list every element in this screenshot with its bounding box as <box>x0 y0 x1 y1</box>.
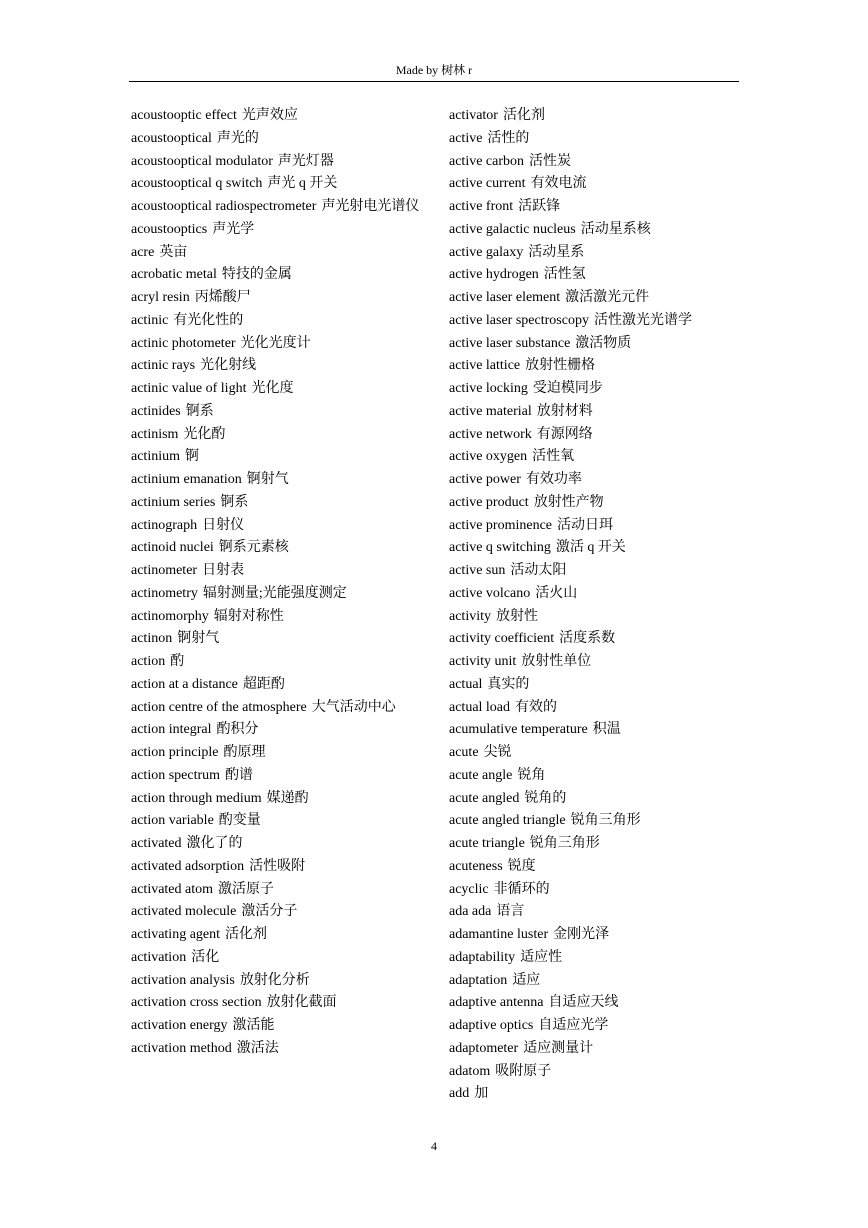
glossary-entry <box>131 537 421 560</box>
entry-translation: 媒递酌 <box>266 790 309 806</box>
entry-term: acute angle <box>449 767 513 783</box>
glossary-entry <box>449 970 739 993</box>
entry-translation: 激活分子 <box>241 904 298 920</box>
glossary-entry <box>131 173 421 196</box>
glossary-entry <box>131 515 421 538</box>
entry-translation: 酌原理 <box>223 745 266 760</box>
glossary-entry <box>131 947 421 970</box>
entry-term: acute triangle <box>449 836 525 851</box>
glossary-entry <box>131 742 421 765</box>
entry-term: adaptability <box>449 949 516 965</box>
entry-term: action principle <box>131 745 219 760</box>
glossary-entry <box>449 173 739 196</box>
entry-translation: 活动星系 <box>528 244 585 260</box>
entry-translation: 活度系数 <box>559 631 616 647</box>
entry-translation: 激活 q 开关 <box>555 540 626 556</box>
entry-term: adaptive antenna <box>449 995 544 1011</box>
glossary-entry <box>449 378 739 401</box>
entry-term: activation energy <box>131 1018 228 1033</box>
entry-term: acoustooptical modulator <box>131 153 273 169</box>
entry-translation: 活动星系核 <box>580 221 651 237</box>
glossary-entry <box>131 697 421 720</box>
page-header <box>129 62 739 82</box>
header-text: Made by 树林 r <box>395 63 473 77</box>
entry-term: actinomorphy <box>131 608 209 624</box>
entry-term: active prominence <box>449 517 553 533</box>
entry-translation: 大气活动中心 <box>311 699 396 715</box>
entry-translation: 活性氢 <box>543 267 586 283</box>
entry-term: actinism <box>131 426 179 442</box>
glossary-entry <box>131 446 421 469</box>
entry-term: active locking <box>449 381 528 396</box>
entry-term: actinon <box>131 631 173 647</box>
entry-translation: 活性氧 <box>532 449 575 465</box>
glossary-entry <box>449 196 739 219</box>
entry-term: activated atom <box>131 881 214 897</box>
entry-term: active hydrogen <box>449 267 539 283</box>
entry-term: action <box>131 654 166 669</box>
entry-term: action through medium <box>131 790 262 806</box>
glossary-entry <box>131 196 421 219</box>
entry-term: active power <box>449 472 521 487</box>
entry-term: action centre of the atmosphere <box>131 699 307 715</box>
glossary-entry <box>449 606 739 629</box>
entry-term: actinometry <box>131 585 198 601</box>
glossary-entry <box>131 219 421 242</box>
glossary-entry <box>449 742 739 765</box>
glossary-entry <box>131 810 421 833</box>
glossary-entry <box>131 674 421 697</box>
glossary-entry <box>449 788 739 811</box>
entry-term: actinoid nuclei <box>131 540 214 556</box>
glossary-entry <box>131 924 421 947</box>
glossary-entry <box>449 151 739 174</box>
entry-term: acoustooptic effect <box>131 108 237 123</box>
entry-translation: 酌变量 <box>218 813 261 829</box>
entry-term: adamantine luster <box>449 927 549 942</box>
entry-term: active laser element <box>449 290 561 305</box>
entry-translation: 非循环的 <box>493 881 550 897</box>
entry-translation: 特技的金属 <box>221 267 292 283</box>
entry-translation: 活性吸附 <box>249 858 306 874</box>
entry-term: active network <box>449 426 532 442</box>
entry-translation: 声光灯器 <box>277 153 334 169</box>
entry-term: action spectrum <box>131 767 221 783</box>
entry-translation: 锐度 <box>507 858 536 874</box>
entry-translation: 锐角三角形 <box>529 836 600 851</box>
entry-translation: 有源网络 <box>536 426 593 442</box>
entry-term: acrobatic metal <box>131 267 217 283</box>
glossary-entry <box>131 651 421 674</box>
glossary-entry <box>131 560 421 583</box>
entry-translation: 辐射对称性 <box>213 608 284 624</box>
entry-translation: 声光 q 开关 <box>267 176 338 192</box>
page-number-text: 4 <box>431 1139 437 1153</box>
glossary-entry <box>131 151 421 174</box>
glossary-entry <box>449 901 739 924</box>
entry-term: acute angled <box>449 790 520 806</box>
entry-translation: 活跃锋 <box>518 199 561 214</box>
glossary-entry <box>449 355 739 378</box>
entry-translation: 积温 <box>592 722 621 738</box>
glossary-entry <box>449 651 739 674</box>
glossary-entry <box>131 401 421 424</box>
glossary-entry <box>131 970 421 993</box>
entry-translation: 锐角的 <box>524 790 567 806</box>
entry-translation: 放射材料 <box>536 403 593 419</box>
entry-term: active current <box>449 176 526 192</box>
glossary-entry <box>449 469 739 492</box>
entry-term: acoustooptical q switch <box>131 176 263 192</box>
entry-term: active <box>449 130 483 146</box>
entry-translation: 真实的 <box>487 676 530 692</box>
entry-translation: 适应性 <box>520 949 563 965</box>
glossary-entry <box>449 515 739 538</box>
page-number <box>0 1139 868 1154</box>
entry-translation: 激化了的 <box>186 836 243 851</box>
glossary-entry <box>131 719 421 742</box>
glossary-entry <box>449 1083 739 1106</box>
glossary-entry <box>449 947 739 970</box>
entry-translation: 丙烯酸尸 <box>194 290 251 305</box>
entry-term: active carbon <box>449 153 525 169</box>
entry-translation: 日射表 <box>202 563 245 578</box>
glossary-entry <box>449 674 739 697</box>
entry-translation: 有效的 <box>515 699 558 715</box>
glossary-entry <box>449 401 739 424</box>
glossary-entry <box>449 287 739 310</box>
glossary-entry <box>131 583 421 606</box>
entry-term: activated adsorption <box>131 858 245 874</box>
entry-translation: 放射化截面 <box>266 995 337 1011</box>
entry-term: adatom <box>449 1063 491 1079</box>
entry-term: action integral <box>131 722 212 738</box>
glossary-entry <box>449 765 739 788</box>
glossary-entry <box>131 901 421 924</box>
entry-translation: 放射化分析 <box>239 972 310 988</box>
entry-translation: 锐角 <box>517 767 546 783</box>
glossary-entry <box>131 879 421 902</box>
entry-translation: 活化剂 <box>225 927 268 942</box>
entry-translation: 酌积分 <box>216 722 259 738</box>
glossary-column-left <box>131 105 421 1061</box>
glossary-entry <box>131 378 421 401</box>
entry-translation: 锐角三角形 <box>570 813 641 829</box>
entry-translation: 光化度 <box>251 381 294 396</box>
entry-translation: 锕系 <box>220 494 249 510</box>
entry-translation: 活动日珥 <box>557 517 614 533</box>
entry-term: actual <box>449 676 483 692</box>
entry-translation: 辐射测量;光能强度测定 <box>202 585 347 601</box>
glossary-entry <box>449 242 739 265</box>
glossary-entry <box>131 606 421 629</box>
entry-term: active front <box>449 199 514 214</box>
entry-translation: 酌 <box>170 654 185 669</box>
glossary-entry <box>449 492 739 515</box>
entry-translation: 锕射气 <box>177 631 220 647</box>
glossary-entry <box>449 810 739 833</box>
entry-term: activity coefficient <box>449 631 555 647</box>
entry-translation: 放射性产物 <box>533 494 604 510</box>
entry-term: active q switching <box>449 540 551 556</box>
entry-translation: 适应测量计 <box>523 1040 594 1056</box>
entry-translation: 光声效应 <box>241 108 298 123</box>
glossary-entry <box>131 333 421 356</box>
entry-term: actinic value of light <box>131 381 247 396</box>
entry-term: adaptive optics <box>449 1018 534 1033</box>
entry-term: active galaxy <box>449 244 524 260</box>
glossary-entry <box>131 287 421 310</box>
glossary-entry <box>131 310 421 333</box>
entry-term: acoustooptical <box>131 130 212 146</box>
entry-term: activation cross section <box>131 995 262 1011</box>
glossary-entry <box>131 992 421 1015</box>
entry-term: acre <box>131 244 155 260</box>
entry-term: acute angled triangle <box>449 813 566 829</box>
glossary-entry <box>449 446 739 469</box>
entry-term: actinic photometer <box>131 335 236 351</box>
glossary-entry <box>449 924 739 947</box>
entry-translation: 活化 <box>191 949 220 965</box>
glossary-entry <box>131 492 421 515</box>
entry-translation: 光化光度计 <box>240 335 311 351</box>
glossary-entry <box>449 128 739 151</box>
entry-term: activated <box>131 836 182 851</box>
entry-translation: 锕系 <box>185 403 214 419</box>
entry-translation: 锕系元素核 <box>218 540 289 556</box>
glossary-entry <box>449 1038 739 1061</box>
glossary-entry <box>131 833 421 856</box>
entry-term: actinium series <box>131 494 216 510</box>
entry-translation: 自适应天线 <box>548 995 619 1011</box>
glossary-entry <box>449 310 739 333</box>
entry-translation: 活动太阳 <box>510 563 567 578</box>
glossary-entry <box>131 788 421 811</box>
entry-term: active galactic nucleus <box>449 221 576 237</box>
entry-term: activity unit <box>449 654 517 669</box>
entry-term: adaptometer <box>449 1040 519 1056</box>
entry-translation: 活性炭 <box>529 153 572 169</box>
entry-term: actinides <box>131 403 181 419</box>
entry-term: active material <box>449 403 532 419</box>
entry-translation: 锕射气 <box>246 472 289 487</box>
entry-translation: 激活法 <box>236 1040 279 1056</box>
glossary-entry <box>449 560 739 583</box>
glossary-entry <box>449 105 739 128</box>
glossary-entry <box>131 469 421 492</box>
entry-term: activated molecule <box>131 904 237 920</box>
entry-translation: 超距酌 <box>242 676 285 692</box>
entry-translation: 激活原子 <box>218 881 275 897</box>
entry-term: activity <box>449 608 491 624</box>
glossary-entry <box>449 856 739 879</box>
entry-term: actinometer <box>131 563 198 578</box>
entry-term: active volcano <box>449 585 531 601</box>
entry-term: activation analysis <box>131 972 235 988</box>
glossary-entry <box>449 264 739 287</box>
entry-term: active laser spectroscopy <box>449 312 589 328</box>
entry-translation: 英亩 <box>159 244 188 260</box>
entry-translation: 激活能 <box>232 1018 275 1033</box>
glossary-entry <box>131 355 421 378</box>
entry-term: active oxygen <box>449 449 528 465</box>
glossary-entry <box>449 992 739 1015</box>
entry-term: action at a distance <box>131 676 238 692</box>
entry-translation: 加 <box>474 1086 489 1102</box>
entry-translation: 有光化性的 <box>173 312 244 328</box>
glossary-entry <box>449 333 739 356</box>
entry-term: actinium emanation <box>131 472 242 487</box>
entry-translation: 声光的 <box>216 130 259 146</box>
entry-term: active lattice <box>449 358 521 374</box>
entry-term: acute <box>449 745 479 760</box>
entry-term: activator <box>449 108 498 123</box>
glossary-entry <box>131 628 421 651</box>
entry-term: actinium <box>131 449 180 465</box>
glossary-entry <box>131 1038 421 1061</box>
glossary-entry <box>449 537 739 560</box>
entry-translation: 自适应光学 <box>538 1018 609 1033</box>
entry-term: acuteness <box>449 858 503 874</box>
entry-translation: 激活激光元件 <box>565 290 650 305</box>
glossary-entry <box>449 697 739 720</box>
entry-translation: 尖锐 <box>483 745 512 760</box>
entry-term: acryl resin <box>131 290 190 305</box>
glossary-entry <box>131 1015 421 1038</box>
glossary-column-right <box>449 105 739 1106</box>
glossary-entry <box>131 424 421 447</box>
entry-term: active laser substance <box>449 335 571 351</box>
entry-translation: 有效功率 <box>525 472 582 487</box>
entry-term: ada ada <box>449 904 492 920</box>
entry-translation: 放射性单位 <box>521 654 592 669</box>
entry-translation: 光化射线 <box>200 358 257 374</box>
glossary-entry <box>449 1061 739 1084</box>
entry-term: activating agent <box>131 927 221 942</box>
glossary-entry <box>449 219 739 242</box>
entry-term: add <box>449 1086 470 1102</box>
entry-term: acoustooptics <box>131 221 208 237</box>
entry-translation: 活性的 <box>487 130 530 146</box>
entry-term: actual load <box>449 699 511 715</box>
entry-translation: 放射性栅格 <box>525 358 596 374</box>
entry-translation: 光化酌 <box>183 426 226 442</box>
entry-translation: 受迫模同步 <box>532 381 603 396</box>
glossary-entry <box>131 105 421 128</box>
entry-translation: 有效电流 <box>530 176 587 192</box>
entry-term: activation <box>131 949 187 965</box>
entry-translation: 金刚光泽 <box>553 927 610 942</box>
entry-term: actinic <box>131 312 169 328</box>
entry-translation: 适应 <box>512 972 541 988</box>
glossary-entry <box>449 424 739 447</box>
entry-term: action variable <box>131 813 214 829</box>
entry-translation: 活性激光光谱学 <box>593 312 692 328</box>
entry-translation: 日射仪 <box>202 517 245 533</box>
glossary-entry <box>449 833 739 856</box>
entry-term: acoustooptical radiospectrometer <box>131 199 317 214</box>
entry-translation: 活火山 <box>535 585 578 601</box>
entry-translation: 声光射电光谱仪 <box>321 199 420 214</box>
glossary-entry <box>449 628 739 651</box>
entry-translation: 放射性 <box>496 608 538 624</box>
glossary-entry <box>131 765 421 788</box>
glossary-entry <box>131 242 421 265</box>
entry-term: activation method <box>131 1040 232 1056</box>
glossary-entry <box>131 856 421 879</box>
entry-translation: 激活物质 <box>575 335 632 351</box>
entry-translation: 声光学 <box>212 221 255 237</box>
entry-term: active sun <box>449 563 506 578</box>
entry-term: acumulative temperature <box>449 722 588 738</box>
entry-term: adaptation <box>449 972 508 988</box>
glossary-entry <box>449 719 739 742</box>
glossary-entry <box>449 583 739 606</box>
glossary-entry <box>449 879 739 902</box>
glossary-entry <box>131 128 421 151</box>
entry-term: actinograph <box>131 517 198 533</box>
entry-translation: 锕 <box>185 449 199 465</box>
entry-term: active product <box>449 494 529 510</box>
entry-translation: 语言 <box>496 904 525 920</box>
entry-translation: 活化剂 <box>502 108 545 123</box>
entry-term: acyclic <box>449 881 489 897</box>
glossary-entry <box>131 264 421 287</box>
entry-translation: 吸附原子 <box>495 1063 552 1079</box>
entry-term: actinic rays <box>131 358 196 374</box>
entry-translation: 酌谱 <box>225 767 254 783</box>
glossary-entry <box>449 1015 739 1038</box>
